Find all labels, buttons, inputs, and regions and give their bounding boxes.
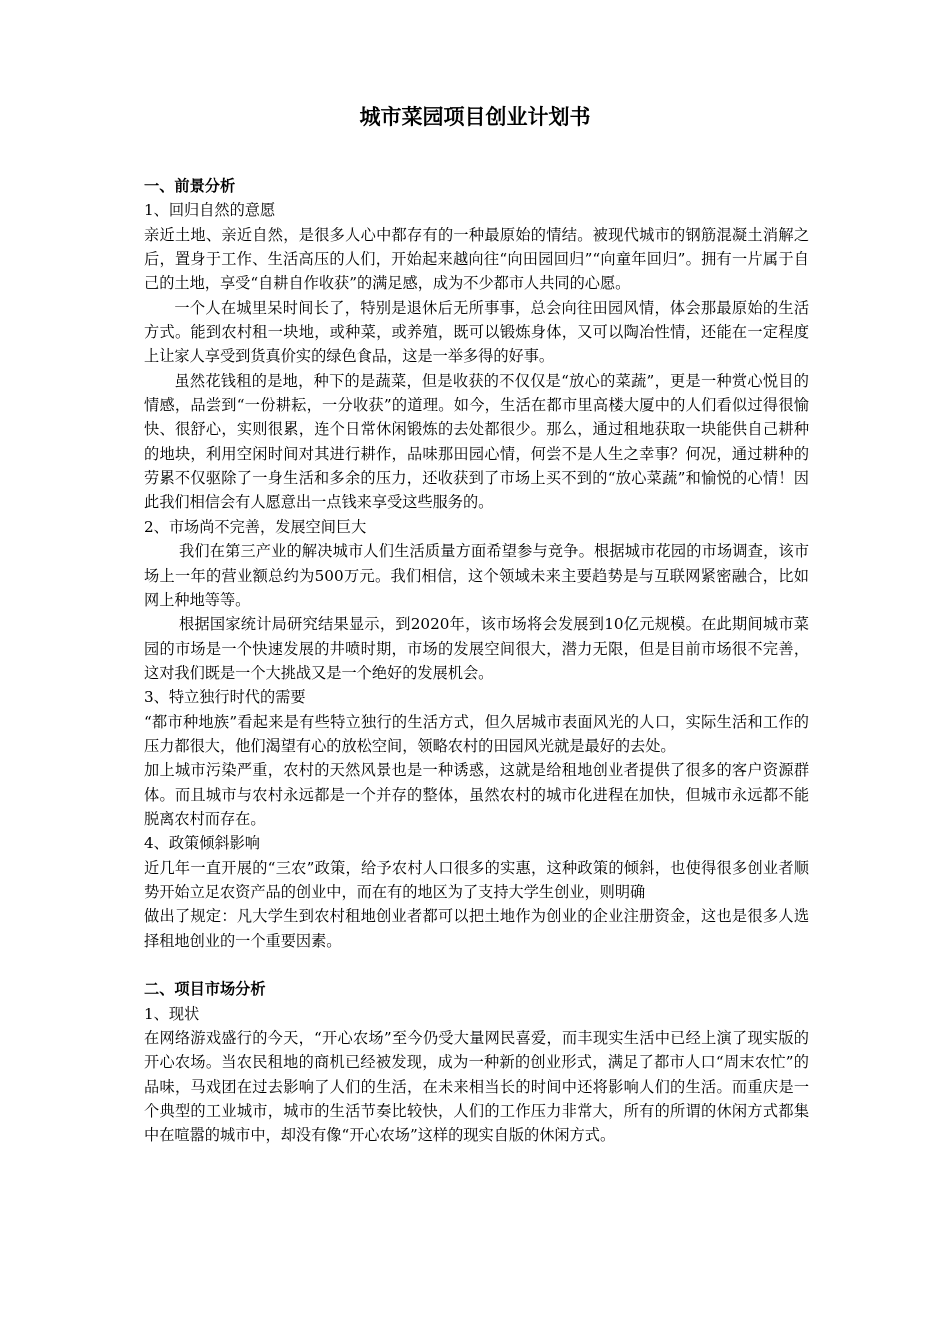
- paragraph: 一个人在城里呆时间长了，特别是退休后无所事事，总会向往田园风情，体会那最原始的生活方式。能到农村租一块地，或种菜，或养殖，既可以锻炼身体，又可以陶冶性情，还能在一定程度上让家人享受到货真价实的绿色食品，这是一举多得的好事。: [144, 298, 809, 366]
- subsection-heading: 2、市场尚不完善，发展空间巨大: [144, 517, 367, 536]
- paragraph: 加上城市污染严重，农村的天然风景也是一种诱惑，这就是给租地创业者提供了很多的客户资源群体。而且城市与农村永远都是一个并存的整体，虽然农村的城市化进程在加快，但城市永远都不能脱离农村而存在。: [144, 761, 809, 828]
- document-body: [144, 174, 809, 1148]
- paragraph: 根据国家统计局研究结果显示，到2020年，该市场将会发展到10亿元规模。在此期间城市菜园的市场是一个快速发展的井喷时期，市场的发展空间很大，潜力无限，但是目前市场很不完善，这对我们既是一个大挑战又是一个绝好的发展机会。: [144, 615, 809, 682]
- section-heading: 二、项目市场分析: [144, 980, 266, 999]
- section-heading: 一、前景分析: [144, 177, 236, 195]
- paragraph: 我们在第三产业的解决城市人们生活质量方面希望参与竞争。根据城市花园的市场调查，该市场上一年的营业额总约为500万元。我们相信，这个领域未来主要趋势是与互联网紧密融合，比如网上种地等等。: [144, 542, 809, 609]
- subsection-heading: 4、政策倾斜影响: [144, 834, 260, 853]
- subsection-heading: 3、特立独行时代的需要: [144, 688, 306, 707]
- paragraph: 虽然花钱租的是地，种下的是蔬菜，但是收获的不仅仅是“放心的菜蔬”，更是一种赏心悦目的情感，品尝到“一份耕耘，一分收获”的道理。如今，生活在都市里高楼大厦中的人们看似过得很愉快、很舒心，实则很累，连个日常休闲锻炼的去处都很少。那么，通过租地获取一块能供自己耕种的地块，利用空闲时间对其进行耕作，品味那田园心情，何尝不是人生之幸事？何况，通过耕种的劳累不仅驱除了一身生活和多余的压力，还收获到了市场上买不到的“放心菜蔬”和愉悦的心情！因此我们相信会有人愿意出一点钱来享受这些服务的。: [144, 371, 809, 512]
- paragraph: 近几年一直开展的“三农”政策，给予农村人口很多的实惠，这种政策的倾斜，也使得很多创业者顺势开始立足农资产品的创业中，而在有的地区为了支持大学生创业，则明确: [144, 858, 809, 901]
- paragraph: 在网络游戏盛行的今天，“开心农场”至今仍受大量网民喜爱，而丰现实生活中已经上演了现实版的开心农场。当农民租地的商机已经被发现，成为一种新的创业形式，满足了都市人口“周末农忙”的品味，马戏团在过去影响了人们的生活，在未来相当长的时间中还将影响人们的生活。而重庆是一个典型的工业城市，城市的生活节奏比较快，人们的工作压力非常大，所有的所谓的休闲方式都集中在喧嚣的城市中，却没有像“开心农场”这样的现实自版的休闲方式。: [144, 1029, 809, 1145]
- subsection-heading: 1、回归自然的意愿: [144, 201, 276, 220]
- subsection-heading: 1、现状: [144, 1004, 200, 1023]
- blank-line: [144, 953, 809, 977]
- document-title: 城市菜园项目创业计划书: [359, 104, 591, 129]
- paragraph: “都市种地族”看起来是有些特立独行的生活方式，但久居城市表面风光的人口，实际生活和工作的压力都很大，他们渴望有心的放松空间，领略农村的田园风光就是最好的去处。: [144, 712, 809, 755]
- paragraph: 做出了规定：凡大学生到农村租地创业者都可以把土地作为创业的企业注册资金，这也是很多人选择租地创业的一个重要因素。: [144, 907, 809, 950]
- paragraph: 亲近土地、亲近自然，是很多人心中都存有的一种最原始的情结。被现代城市的钢筋混凝土消解之后，置身于工作、生活高压的人们，开始起来越向往“向田园回归”“向童年回归”。拥有一片属于自己的土地，享受“自耕自作收获”的满足感，成为不少都市人共同的心愿。: [144, 225, 809, 293]
